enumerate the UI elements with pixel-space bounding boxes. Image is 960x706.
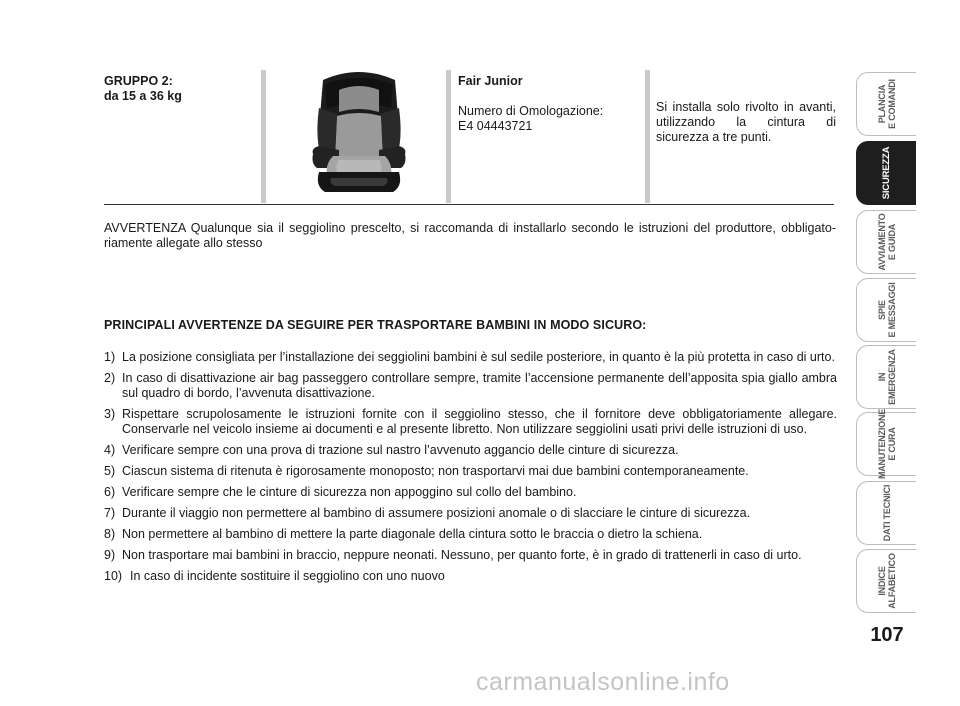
item-number: 1) [104, 350, 116, 364]
item-number: 8) [104, 527, 116, 541]
item-number: 2) [104, 371, 116, 385]
tab-label: INDICE ALFABETICO [876, 553, 897, 609]
install-note: Si installa solo rivolto in avanti, utilizzando la cintura di sicurezza a tre punti. [656, 100, 836, 144]
approval-number: E4 04443721 [458, 119, 533, 133]
item-number: 9) [104, 548, 116, 562]
tab-label: PLANCIA E COMANDI [876, 79, 897, 129]
page-number: 107 [870, 624, 904, 646]
item-number: 7) [104, 506, 116, 520]
group-weight: da 15 a 36 kg [104, 89, 182, 103]
item-text: Verificare sempre che le cinture di sicurezza non appoggino sul collo del bambino. [122, 485, 577, 499]
item-text: Rispettare scrupolosamente le istruzioni fornite con il seggiolino stesso, che il fornitore deve obbligatoriamente allegare. Conservarle nel veicolo insieme ai documenti e al presente libretto. Non utilizzare seggiolini usati privi delle istruzioni di uso. [122, 407, 837, 436]
list-item [104, 506, 837, 521]
tab-label: MANUTENZIONE E CURA [876, 408, 897, 480]
item-number: 3) [104, 407, 116, 421]
item-text: Non trasportare mai bambini in braccio, neppure neonati. Nessuno, per quanto forte, è in grado di trattenerli in caso di urto. [122, 548, 802, 562]
safety-list [104, 350, 837, 590]
column-divider [261, 70, 266, 203]
tab-label: DATI TECNICI [881, 484, 892, 542]
item-number: 5) [104, 464, 116, 478]
item-text: In caso di incidente sostituire il seggiolino con uno nuovo [130, 569, 445, 583]
group-label [104, 74, 182, 104]
child-seat-illustration [303, 68, 415, 198]
tab-label: SPIE E MESSAGGI [876, 282, 897, 338]
list-item [104, 485, 837, 500]
tab-plancia-e-comandi[interactable] [856, 72, 916, 136]
list-item [104, 350, 837, 365]
warning-paragraph: AVVERTENZA Qualunque sia il seggiolino prescelto, si raccomanda di installarlo secondo le istruzioni del produttore, obbligatoriamente allegate allo stesso [104, 221, 836, 250]
watermark: carmanualsonline.info [476, 668, 730, 696]
tab-label: SICUREZZA [880, 146, 892, 200]
item-text: Verificare sempre con una prova di trazione sul nastro l’avvenuto aggancio delle cinture di sicurezza. [122, 443, 679, 457]
list-item [104, 407, 837, 437]
list-item [104, 569, 837, 584]
tab-dati-tecnici[interactable] [856, 481, 916, 545]
column-divider [446, 70, 451, 203]
list-item [104, 371, 837, 401]
tab-manutenzione-e-cura[interactable] [856, 408, 916, 480]
item-number: 10) [104, 569, 123, 583]
tab-spie-e-messaggi[interactable] [856, 278, 916, 342]
item-text: Durante il viaggio non permettere al bambino di assumere posizioni anomale o di slacciare le cinture di sicurezza. [122, 506, 751, 520]
tab-avviamento-e-guida[interactable] [856, 210, 916, 274]
product-name: Fair Junior [458, 74, 523, 88]
item-text: La posizione consigliata per l’installazione dei seggiolini bambini è sul sedile posteriore, in quanto è la più protetta in caso di urto. [122, 350, 835, 364]
table-bottom-rule [104, 204, 834, 205]
item-number: 6) [104, 485, 116, 499]
list-item [104, 464, 837, 479]
tab-label: IN EMERGENZA [876, 349, 897, 405]
tab-sicurezza[interactable] [856, 141, 916, 205]
group-title: GRUPPO 2: [104, 74, 173, 88]
list-item [104, 548, 837, 563]
tab-label: AVVIAMENTO E GUIDA [876, 213, 897, 271]
section-heading: PRINCIPALI AVVERTENZE DA SEGUIRE PER TRASPORTARE BAMBINI IN MODO SICURO: [104, 318, 647, 332]
item-text: Ciascun sistema di ritenuta è rigorosamente monoposto; non trasportarvi mai due bambini contemporaneamente. [122, 464, 749, 478]
tab-indice-alfabetico[interactable] [856, 549, 916, 613]
approval-label: Numero di Omologazione: [458, 104, 604, 118]
list-item [104, 527, 837, 542]
column-divider [645, 70, 650, 203]
item-number: 4) [104, 443, 116, 457]
tab-in-emergenza[interactable] [856, 345, 916, 409]
list-item [104, 443, 837, 458]
item-text: Non permettere al bambino di mettere la parte diagonale della cintura sotto le braccia o dietro la schiena. [122, 527, 703, 541]
item-text: In caso di disattivazione air bag passeggero controllare sempre, tramite l’accensione permanente dell’apposita spia giallo ambra sul quadro di bordo, l’avvenuta disattivazione. [122, 371, 837, 400]
product-info [458, 74, 643, 134]
